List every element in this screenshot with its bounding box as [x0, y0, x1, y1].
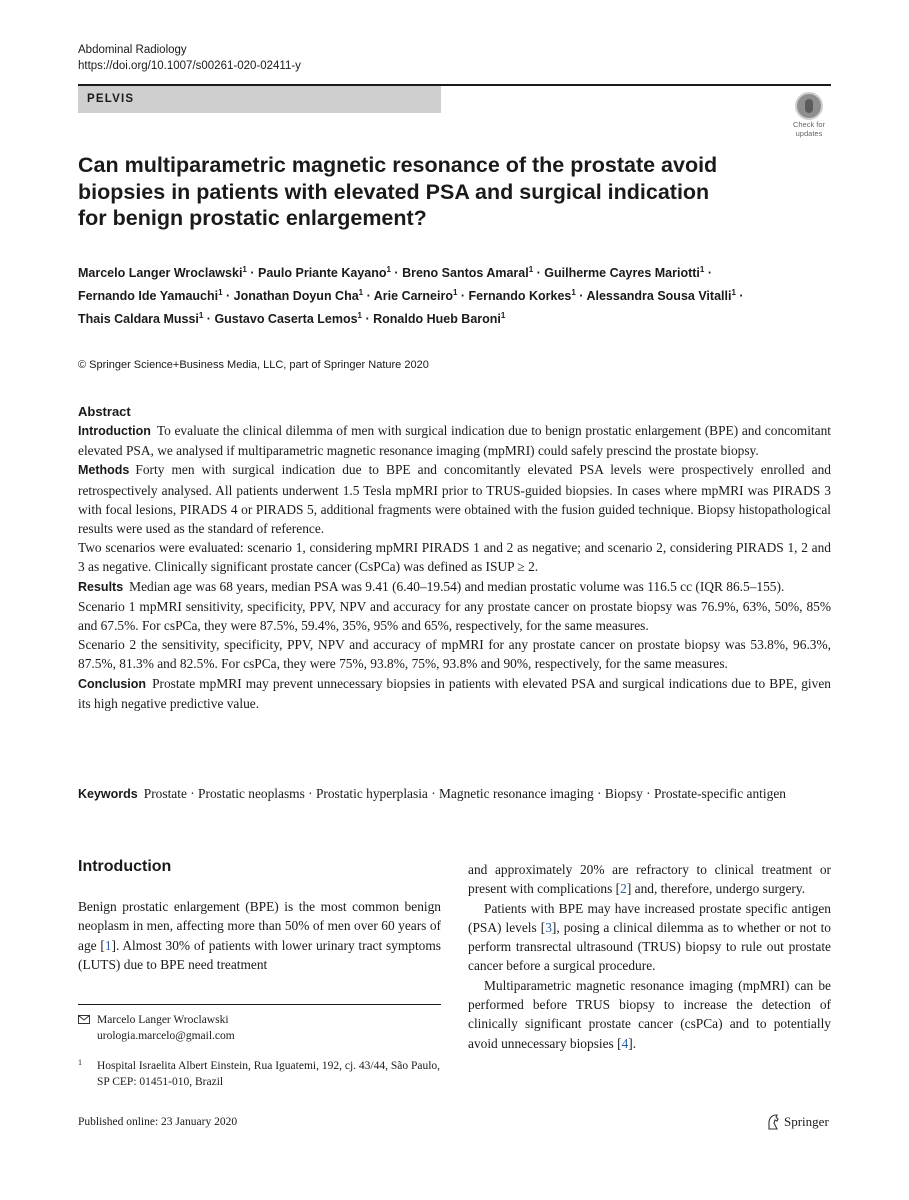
crossmark-icon: [795, 92, 823, 120]
author[interactable]: Thais Caldara Mussi$^1$: [78, 311, 204, 326]
corresponding-name: Marcelo Langer Wroclawski: [97, 1014, 229, 1026]
publisher-name: Springer: [784, 1114, 829, 1129]
publisher-logo: [766, 1114, 829, 1130]
doi-link[interactable]: https://doi.org/10.1007/s00261-020-02411-y: [78, 60, 301, 72]
keywords: [78, 784, 831, 804]
author[interactable]: Breno Santos Amaral$^1$: [402, 265, 534, 280]
body-column-left: Benign prostatic enlargement (BPE) is the most common benign neoplasm in men, affecting more than 50% of men over 60 years of age [1]. Almost 30% of patients with lower urinary tract symptoms (LUTS) due to BPE need treatment: [78, 899, 442, 972]
section-label: PELVIS: [87, 93, 135, 105]
footnote-rule: [78, 1004, 441, 1005]
author-list: Marcelo Langer Wroclawski$^1$ · Paulo Priante Kayano$^1$ · Breno Santos Amaral$^1$ · Guilherme Cayres Mariotti$^1$ · Fernando Ide Yamauchi$^1$ · Jonathan Doyun Cha$^1$ · Arie Carneiro$^1$ · Fernando Korkes$^1$ · Alessandra Sousa Vitalli$^1$ · Thais Caldara Mussi$^1$ · Gustavo Caserta Lemos$^1$ · Ronaldo Hueb Baroni$^1$: [78, 265, 744, 326]
abstract-methods: Methods Forty men with surgical indication due to BPE and concomitantly elevated PSA levels were prospectively enrolled and retrospectively analysed. All patients underwent 1.5 Tesla mpMRI prior to TRUS-guided biopsies. In cases where mpMRI was PIRADS 3 with focal lesions, PIRADS 4 or PIRADS 5, additional fragments were obtained with the fusion guided technique. Biopsy histopathological results were used as the standard of reference.: [78, 462, 831, 537]
paragraph: Multiparametric magnetic resonance imaging (mpMRI) can be performed before TRUS biopsy to increase the detection of clinically significant prostate cancer (csPCa) and to potentially avoid unnecessary biopsies [4].: [468, 977, 831, 1051]
paragraph: and approximately 20% are refractory to clinical treatment or present with complications [2] and, therefore, undergo surgery.: [468, 862, 831, 897]
author[interactable]: Paulo Priante Kayano$^1$: [257, 265, 391, 280]
body-column-right: [468, 860, 831, 1053]
abstract-results-3: Scenario 2 the sensitivity, specificity, PPV, NPV and accuracy of mpMRI for any prostate cancer on prostate biopsy was 53.8%, 96.3%, 87.5%, 81.3% and 82.5%. For csPCa, they were 75%, 93.8%, 75%, 93.8% and 90%, respectively, for the same measures.: [78, 637, 831, 672]
abstract-results: Results Median age was 68 years, median PSA was 9.41 (6.40–19.54) and median prostatic volume was 116.5 cc (IQR 86.5–155).: [78, 578, 785, 594]
citation-link[interactable]: 4: [621, 1035, 629, 1051]
corresponding-author: [78, 1012, 441, 1044]
check-for-label: Check for: [792, 120, 826, 129]
citation-link[interactable]: 2: [620, 881, 627, 897]
author[interactable]: Ronaldo Hueb Baroni$^1$: [373, 311, 506, 326]
abstract-conclusion: Conclusion Prostate mpMRI may prevent unnecessary biopsies in patients with elevated PSA and surgical indications due to BPE, given its high negative predictive value.: [78, 675, 831, 711]
published-date: Published online: 23 January 2020: [78, 1116, 238, 1128]
abstract-heading: Abstract: [78, 404, 131, 419]
author[interactable]: Guilherme Cayres Mariotti$^1$: [544, 265, 705, 280]
author[interactable]: Jonathan Doyun Cha$^1$: [233, 288, 364, 303]
abstract: [78, 402, 831, 713]
introduction-heading: Introduction: [78, 858, 172, 875]
copyright-notice: © Springer Science+Business Media, LLC, part of Springer Nature 2020: [78, 359, 429, 371]
author[interactable]: Alessandra Sousa Vitalli$^1$: [586, 288, 736, 303]
check-for-updates-badge[interactable]: [787, 92, 831, 138]
abstract-methods-2: Two scenarios were evaluated: scenario 1, considering mpMRI PIRADS 1 and 2 as negative; and scenario 2, considering PIRADS 1, 2 and 3 as negative. Clinically significant prostate cancer (CsPCa) was defined as ISUP ≥ 2.: [78, 540, 831, 575]
citation-link[interactable]: 3: [545, 919, 552, 935]
updates-label: updates: [795, 129, 823, 138]
springer-horse-icon: [766, 1114, 780, 1130]
journal-name: Abdominal Radiology: [78, 44, 187, 56]
author[interactable]: Arie Carneiro$^1$: [373, 288, 458, 303]
affiliation-text: Hospital Israelita Albert Einstein, Rua Iguatemi, 192, cj. 43/44, São Paulo, SP CEP: 01451-010, Brazil: [97, 1060, 441, 1088]
article-title: Can multiparametric magnetic resonance of the prostate avoid biopsies in patients with elevated PSA and surgical indication for benign prostatic enlargement?: [78, 153, 718, 230]
author[interactable]: Fernando Ide Yamauchi$^1$: [78, 288, 223, 303]
affiliation: [78, 1058, 441, 1090]
keywords-label: Keywords: [78, 787, 138, 801]
affiliation-number: 1: [78, 1058, 82, 1067]
journal-header: [78, 42, 301, 74]
author[interactable]: Gustavo Caserta Lemos$^1$: [214, 311, 362, 326]
abstract-results-2: Scenario 1 mpMRI sensitivity, specificity, PPV, NPV and accuracy for any prostate cancer on prostate biopsy was 76.9%, 63%, 50%, 85% and 67.5%. For csPCa, they were 87.5%, 59.4%, 35%, 95% and 65%, respectively, for the same measures.: [78, 598, 831, 634]
paragraph: Patients with BPE may have increased prostate specific antigen (PSA) levels [3], posing a clinical dilemma as to whether or not to perform transrectal ultrasound (TRUS) biopsy to rule out prostate cancer before a surgical procedure.: [468, 900, 831, 974]
abstract-introduction: Introduction To evaluate the clinical dilemma of men with surgical indication due to benign prostatic enlargement (BPE) and concomitant elevated PSA, we analysed if multiparametric magnetic resonance imaging (mpMRI) could safely prescind the prostate biopsy.: [78, 423, 831, 459]
corresponding-email[interactable]: urologia.marcelo@gmail.com: [97, 1030, 235, 1042]
citation-link[interactable]: 1: [104, 937, 112, 953]
keywords-text: Prostate · Prostatic neoplasms · Prostatic hyperplasia · Magnetic resonance imaging · Biopsy · Prostate-specific antigen: [143, 786, 786, 801]
author[interactable]: Marcelo Langer Wroclawski$^1$: [78, 265, 247, 280]
author[interactable]: Fernando Korkes$^1$: [468, 288, 576, 303]
envelope-icon: [78, 1015, 90, 1024]
